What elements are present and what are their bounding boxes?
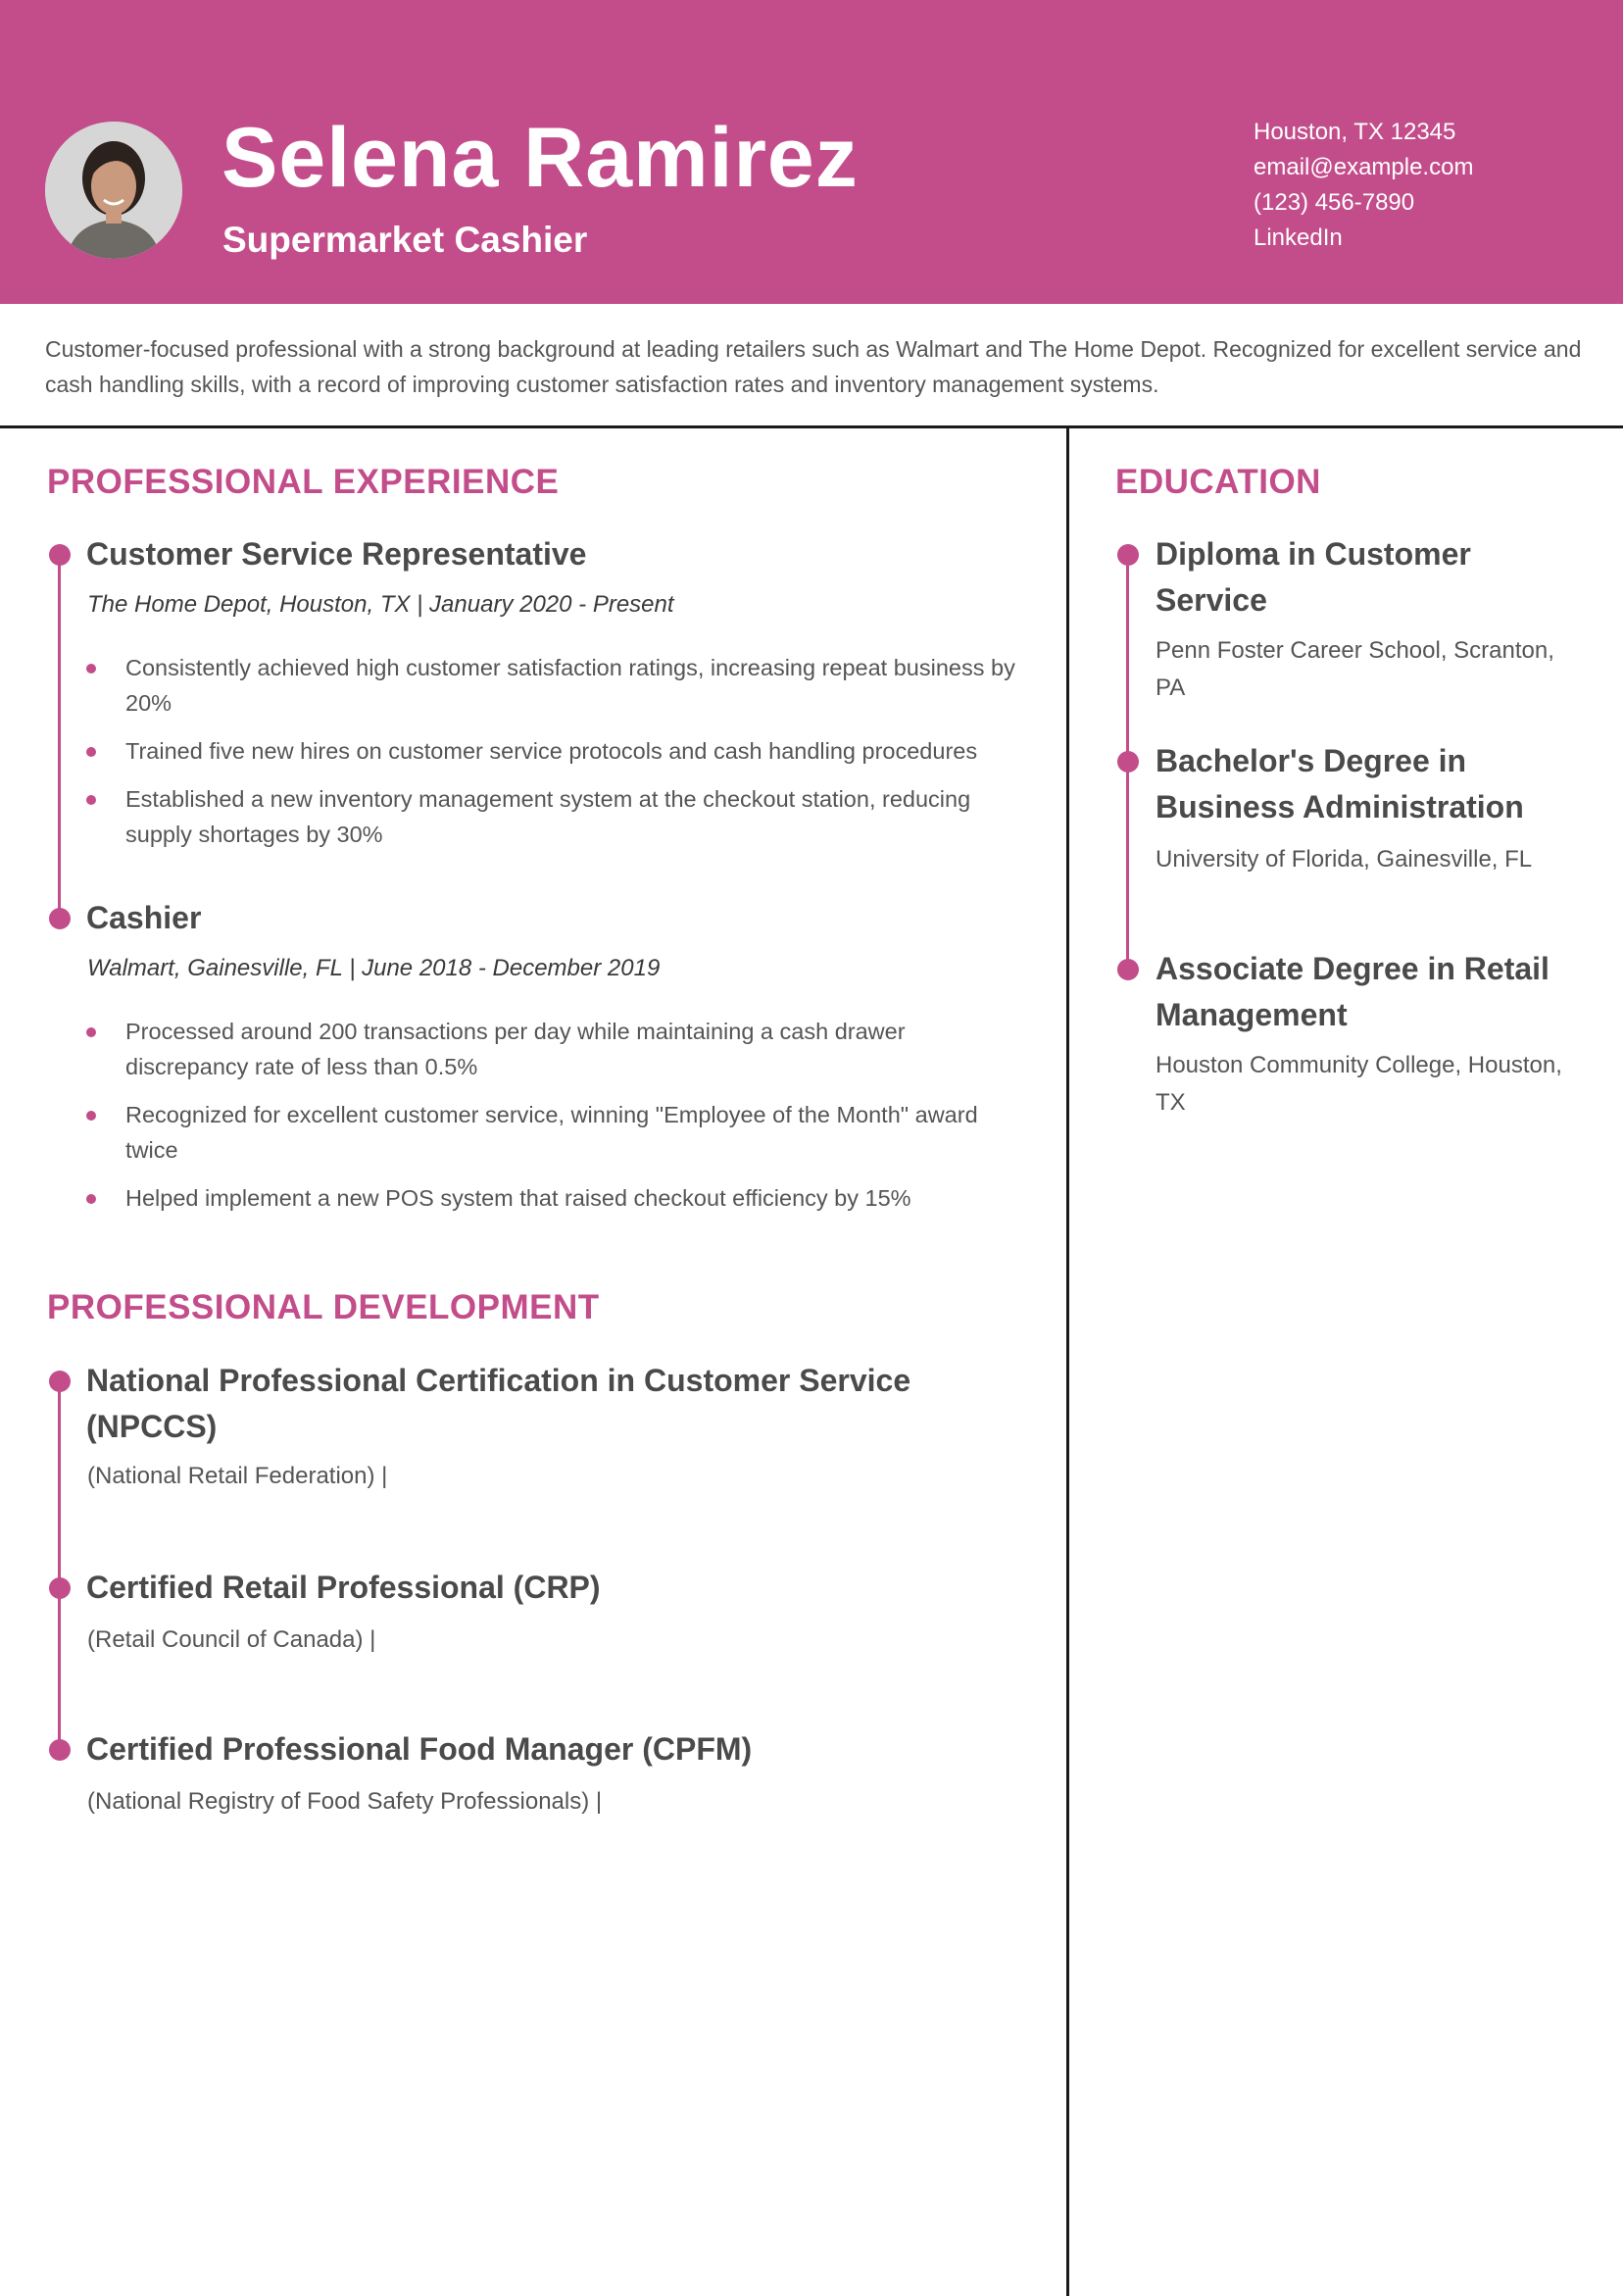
bullet-dot-icon: [86, 1194, 96, 1204]
degree-title-3: Associate Degree in Retail Management: [1156, 951, 1549, 1032]
job-title: Supermarket Cashier: [222, 220, 588, 260]
timeline-dot: [49, 1577, 71, 1599]
certification-title-1: National Professional Certification in Customer Service (NPCCS): [86, 1363, 911, 1444]
profile-photo-icon: [45, 122, 182, 259]
degree-title-2: Bachelor's Degree in Business Administration: [1156, 743, 1524, 824]
contact-location: Houston, TX 12345: [1254, 119, 1456, 145]
candidate-name: Selena Ramirez: [221, 111, 859, 205]
bullet-dot-icon: [86, 795, 96, 805]
experience-timeline-line: [58, 555, 61, 921]
job-subtitle-1: The Home Depot, Houston, TX | January 2020 - Present: [87, 591, 674, 618]
school-2: University of Florida, Gainesville, FL: [1156, 846, 1533, 873]
job-subtitle-2: Walmart, Gainesville, FL | June 2018 - December 2019: [87, 955, 661, 981]
timeline-dot: [49, 544, 71, 566]
header-banner: [0, 0, 1623, 304]
timeline-dot: [1117, 959, 1139, 980]
horizontal-divider: [0, 425, 1623, 428]
contact-linkedin[interactable]: LinkedIn: [1254, 225, 1343, 251]
contact-email[interactable]: email@example.com: [1254, 154, 1474, 180]
bullet-dot-icon: [86, 664, 96, 674]
bullet-dot-icon: [86, 1027, 96, 1037]
certification-org-1: (National Retail Federation) |: [87, 1463, 388, 1489]
list-item: Consistently achieved high customer satisfaction ratings, increasing repeat business by 20%: [86, 650, 1017, 721]
timeline-dot: [1117, 751, 1139, 773]
school-1: Penn Foster Career School, Scranton, PA: [1156, 637, 1554, 701]
certification-org-2: (Retail Council of Canada) |: [87, 1626, 376, 1653]
job-title-1: Customer Service Representative: [86, 536, 587, 572]
column-divider: [1066, 425, 1069, 2296]
school-3: Houston Community College, Houston, TX: [1156, 1052, 1562, 1116]
development-heading: PROFESSIONAL DEVELOPMENT: [47, 1288, 600, 1326]
certification-title-3: Certified Professional Food Manager (CPFM): [86, 1731, 753, 1767]
list-item: Helped implement a new POS system that raised checkout efficiency by 15%: [86, 1180, 1017, 1216]
summary-text: Customer-focused professional with a strong background at leading retailers such as Walmart and The Home Depot. Recognized for excellent service and cash handling skills, with a record of improving customer satisfaction rates and inventory management systems.: [45, 336, 1582, 397]
list-item: Established a new inventory management system at the checkout station, reducing supply shortages by 30%: [86, 781, 1017, 852]
job-bullets-1: [86, 650, 1017, 865]
degree-title-1: Diploma in Customer Service: [1156, 536, 1471, 618]
job-title-2: Cashier: [86, 900, 202, 935]
education-heading: EDUCATION: [1115, 463, 1321, 501]
experience-heading: PROFESSIONAL EXPERIENCE: [47, 463, 560, 501]
bullet-dot-icon: [86, 1111, 96, 1121]
timeline-dot: [49, 1371, 71, 1392]
list-item: Recognized for excellent customer service, winning "Employee of the Month" award twice: [86, 1097, 1017, 1168]
contact-info: [1254, 115, 1473, 256]
avatar: [45, 122, 182, 259]
certification-org-3: (National Registry of Food Safety Professionals) |: [87, 1788, 603, 1815]
timeline-dot: [49, 1739, 71, 1761]
list-item: Processed around 200 transactions per day while maintaining a cash drawer discrepancy rate of less than 0.5%: [86, 1014, 1017, 1084]
timeline-dot: [49, 908, 71, 929]
timeline-dot: [1117, 544, 1139, 566]
bullet-dot-icon: [86, 747, 96, 757]
certification-title-2: Certified Retail Professional (CRP): [86, 1570, 601, 1605]
development-timeline-line: [58, 1381, 61, 1750]
list-item: Trained five new hires on customer service protocols and cash handling procedures: [86, 733, 1017, 769]
job-bullets-2: [86, 1014, 1017, 1228]
contact-phone[interactable]: (123) 456-7890: [1254, 189, 1415, 216]
